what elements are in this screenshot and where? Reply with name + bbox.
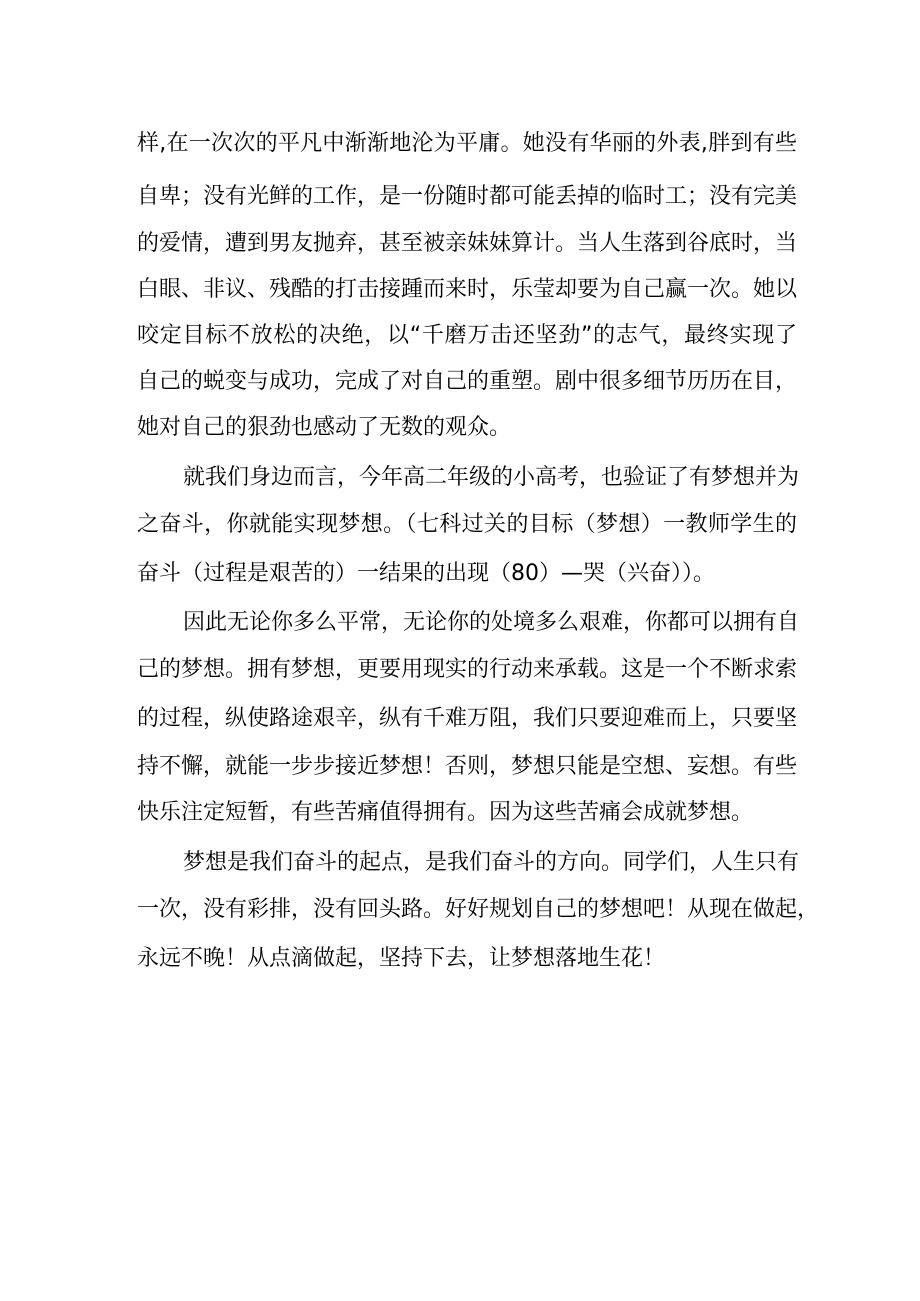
paragraph-3-line-4: 持不懈，就能一步步接近梦想！否则，梦想只能是空想、妄想。有些 (137, 754, 798, 779)
paragraph-3-line-1: 因此无论你多么平常，无论你的处境多么艰难，你都可以拥有自 (183, 610, 800, 635)
paragraph-4-line-1: 梦想是我们奋斗的起点，是我们奋斗的方向。同学们，人生只有 (183, 850, 800, 875)
paragraph-3-line-5: 快乐注定短暂，有些苦痛值得拥有。因为这些苦痛会成就梦想。 (137, 800, 754, 825)
paragraph-1-line-5: 咬定目标不放松的决绝，以“千磨万击还坚劲”的志气，最终实现了 (137, 323, 797, 348)
paragraph-3-line-2: 己的梦想。拥有梦想，更要用现实的行动来承载。这是一个不断求索 (137, 657, 798, 682)
paragraph-1-line-2: 自卑；没有光鲜的工作，是一份随时都可能丢掉的临时工；没有完美 (137, 184, 798, 209)
paragraph-2-line-2: 之奋斗，你就能实现梦想。（七科过关的目标（梦想）一教师学生的 (137, 512, 797, 537)
paragraph-1-line-6: 自己的蜕变与成功，完成了对自己的重塑。剧中很多细节历历在目， (137, 369, 798, 394)
paragraph-4-line-3: 永远不晚！从点滴做起，坚持下去，让梦想落地生花！ (137, 946, 666, 971)
paragraph-1-line-1: 样,在一次次的平凡中渐渐地沦为平庸。她没有华丽的外表,胖到有些 (137, 131, 797, 156)
paragraph-2-line-3: 奋斗（过程是艰苦的）一结果的出现（80）—哭（兴奋））。 (137, 561, 715, 586)
paragraph-2-line-1: 就我们身边而言，今年高二年级的小高考，也验证了有梦想并为 (183, 465, 800, 490)
paragraph-3-line-3: 的过程，纵使路途艰辛，纵有千难万阻，我们只要迎难而上，只要坚 (137, 706, 798, 731)
paragraph-4-line-2: 一次，没有彩排，没有回头路。好好规划自己的梦想吧！从现在做起， (137, 897, 820, 922)
paragraph-1-line-7: 她对自己的狠劲也感动了无数的观众。 (137, 415, 512, 440)
paragraph-1-line-3: 的爱情，遭到男友抛弃，甚至被亲妹妹算计。当人生落到谷底时，当 (137, 231, 798, 256)
paragraph-1-line-4: 白眼、非议、残酷的打击接踵而来时，乐莹却要为自己赢一次。她以 (137, 277, 798, 302)
